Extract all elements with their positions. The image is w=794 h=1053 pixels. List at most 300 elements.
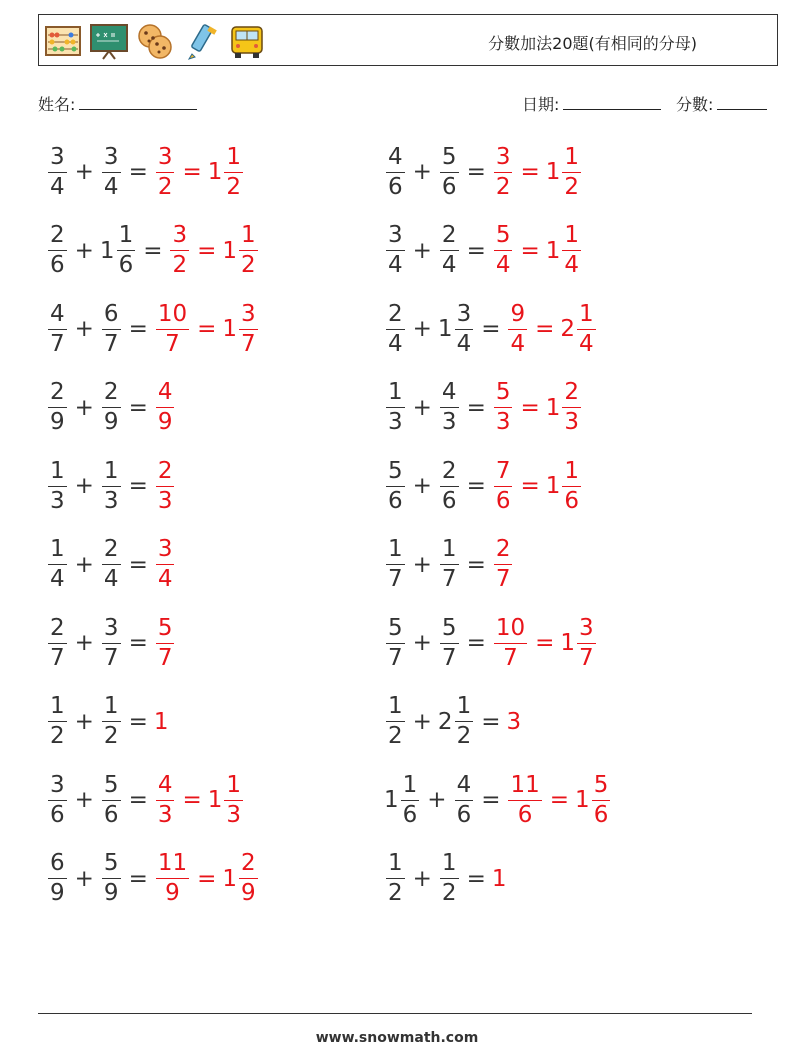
- answer-mixed-denominator: 4: [564, 252, 580, 278]
- addend-b-denominator: 3: [103, 487, 119, 514]
- addend-a-numerator: 1: [386, 695, 405, 722]
- addend-b-denominator: 4: [103, 173, 119, 200]
- addend-b-numerator: 4: [440, 381, 459, 408]
- answer: [166, 224, 261, 277]
- answer-mixed-fraction: [239, 852, 258, 905]
- addend-b-denominator: 4: [103, 566, 119, 592]
- answer: [152, 457, 179, 514]
- answer-mixed-whole: 1: [207, 159, 223, 185]
- equals-sign: =: [128, 865, 148, 892]
- addend-b-fraction: [455, 300, 474, 357]
- addend-b-fraction: [102, 771, 121, 828]
- plus-sign: +: [74, 787, 94, 813]
- answer-mixed-whole: 1: [560, 630, 576, 656]
- addend-b-denominator: 6: [441, 487, 457, 514]
- problem-item: [382, 142, 585, 202]
- answer-denominator: 4: [510, 330, 526, 357]
- addend-b-denominator: 6: [118, 252, 134, 278]
- addend-b-numerator: 6: [102, 303, 121, 330]
- addend-b-numerator: 2: [102, 538, 121, 565]
- addend-a-denominator: 9: [50, 880, 65, 906]
- answer-mixed-denominator: 7: [241, 330, 256, 357]
- answer-denominator: 2: [157, 173, 173, 200]
- addend-a-fraction: [386, 852, 405, 905]
- answer: [504, 709, 523, 735]
- answer-denominator: 3: [157, 801, 173, 828]
- addend-a-fraction: [386, 381, 405, 434]
- addend-a-fraction: [48, 381, 67, 434]
- equals-sign: =: [481, 708, 501, 735]
- addend-b-denominator: 7: [103, 330, 119, 357]
- addend-b-numerator: 5: [440, 146, 459, 173]
- addend-a-fraction: [386, 538, 405, 591]
- addend-a-fraction: [386, 457, 405, 514]
- answer-numerator: 9: [508, 303, 527, 330]
- addend-a-fraction: [48, 852, 67, 905]
- problem-item: [44, 535, 178, 595]
- worksheet-title: 分數加法20題(有相同的分母): [488, 34, 697, 53]
- score-blank[interactable]: [717, 95, 767, 110]
- addend-a-denominator: 6: [388, 173, 403, 200]
- addend-b-fraction: [102, 614, 121, 671]
- answer-mixed-fraction: [224, 771, 243, 828]
- addend-b-denominator: 3: [441, 409, 457, 435]
- answer-equals-sign: =: [520, 394, 540, 421]
- answer: [490, 614, 600, 671]
- addend-b-fraction: [102, 143, 121, 200]
- answer-mixed-numerator: 5: [592, 774, 611, 801]
- addend-a-denominator: 4: [50, 173, 65, 200]
- answer-mixed-numerator: 1: [562, 460, 581, 487]
- addend-a-denominator: 6: [388, 487, 403, 514]
- addend-b-fraction: [440, 614, 459, 671]
- answer-mixed-numerator: 1: [239, 224, 258, 251]
- addend-a-numerator: 1: [386, 381, 405, 408]
- equals-sign: =: [481, 787, 501, 813]
- answer-mixed-whole: 1: [222, 237, 238, 264]
- answer-fraction: [494, 614, 527, 671]
- addend-b-fraction: [102, 538, 121, 591]
- addend-b-denominator: 2: [103, 723, 119, 749]
- plus-sign: +: [412, 394, 432, 421]
- answer-equals-sign: =: [197, 865, 217, 892]
- addend-a-fraction: [48, 143, 67, 200]
- addend-b-numerator: 5: [440, 617, 459, 644]
- answer-mixed-whole: 1: [575, 787, 590, 813]
- header-icons: [43, 21, 267, 61]
- addend-b-fraction: [455, 771, 474, 828]
- addend-a-denominator: 4: [388, 252, 403, 278]
- answer-numerator: 11: [156, 852, 189, 879]
- addend-a-denominator: 2: [388, 723, 403, 749]
- problem-item: [44, 692, 170, 752]
- plus-sign: +: [74, 394, 94, 421]
- answer: [490, 866, 509, 892]
- addend-b-fraction: [440, 224, 459, 277]
- answer-numerator: 3: [170, 224, 189, 251]
- addend-b-denominator: 6: [456, 801, 472, 828]
- answer-mixed-numerator: 3: [239, 303, 258, 330]
- answer: [152, 709, 171, 735]
- equals-sign: =: [466, 865, 486, 892]
- equals-sign: =: [128, 787, 148, 813]
- plus-sign: +: [412, 708, 432, 735]
- answer-mixed-whole: 1: [545, 159, 561, 185]
- equals-sign: =: [128, 473, 148, 499]
- addend-a-numerator: 3: [48, 146, 67, 173]
- addend-a-denominator: 7: [50, 330, 65, 357]
- answer-mixed-whole: 2: [560, 316, 576, 342]
- answer-fraction: [494, 224, 513, 277]
- addend-a-fraction: [48, 224, 67, 277]
- addend-b-numerator: 3: [102, 617, 121, 644]
- addend-b-fraction: [102, 381, 121, 434]
- addend-a-numerator: 2: [386, 303, 405, 330]
- answer-mixed-whole: 1: [207, 787, 223, 813]
- answer-denominator: 2: [495, 173, 511, 200]
- answer-mixed-fraction: [562, 457, 581, 514]
- answer-mixed-fraction: [562, 224, 581, 277]
- answer: [490, 224, 585, 277]
- addend-b-fraction: [102, 300, 121, 357]
- answer-equals-sign: =: [182, 787, 202, 813]
- answer-numerator: 2: [494, 538, 513, 565]
- addend-a-fraction: [386, 224, 405, 277]
- addend-a-numerator: 4: [48, 303, 67, 330]
- answer-equals-sign: =: [182, 159, 202, 185]
- problem-item: [382, 299, 600, 359]
- answer-mixed-denominator: 6: [593, 801, 609, 828]
- addend-a-denominator: 2: [50, 723, 65, 749]
- addend-a-denominator: 7: [388, 566, 403, 592]
- addend-a-denominator: 9: [50, 409, 65, 435]
- answer: [152, 300, 262, 357]
- addend-b-numerator: 4: [455, 774, 474, 801]
- answer-numerator: 3: [156, 146, 175, 173]
- answer: [152, 143, 247, 200]
- answer-mixed-denominator: 3: [226, 801, 242, 828]
- answer: [152, 538, 179, 591]
- equals-sign: =: [128, 551, 148, 578]
- addend-b-fraction: [117, 224, 136, 277]
- addend-a-numerator: 1: [386, 852, 405, 879]
- addend-a-numerator: 1: [386, 538, 405, 565]
- answer: [152, 771, 247, 828]
- answer-denominator: 6: [517, 801, 533, 828]
- addend-a-numerator: 3: [386, 224, 405, 251]
- addend-a-numerator: 4: [386, 146, 405, 173]
- addend-a-numerator: 5: [386, 460, 405, 487]
- abacus-icon: [43, 21, 83, 61]
- addend-a-denominator: 6: [402, 801, 418, 828]
- addend-b-numerator: 1: [117, 224, 136, 251]
- addend-b-fraction: [455, 695, 474, 748]
- plus-sign: +: [412, 237, 432, 264]
- answer-numerator: 5: [156, 617, 175, 644]
- problem-item: [44, 770, 247, 830]
- equals-sign: =: [128, 394, 148, 421]
- addend-a-denominator: 3: [388, 409, 403, 435]
- school-bus-icon: [227, 21, 267, 61]
- addend-b-denominator: 4: [456, 330, 472, 357]
- addend-a-denominator: 3: [50, 487, 65, 514]
- addend-a-numerator: 3: [48, 774, 67, 801]
- addend-a-numerator: 5: [386, 617, 405, 644]
- addend-b-numerator: 1: [102, 460, 121, 487]
- answer-numerator: 10: [494, 617, 527, 644]
- addend-b-fraction: [102, 852, 121, 905]
- addend-a-numerator: 2: [48, 617, 67, 644]
- chalkboard-icon: [89, 21, 129, 61]
- answer-mixed-whole: 1: [222, 316, 238, 342]
- problem-item: [382, 456, 585, 516]
- answer-fraction: [494, 538, 513, 591]
- answer-equals-sign: =: [197, 316, 217, 342]
- answer: [504, 300, 599, 357]
- answer-numerator: 7: [494, 460, 513, 487]
- addend-a-denominator: 7: [388, 644, 403, 671]
- answer-mixed-denominator: 4: [579, 330, 594, 357]
- addend-b-fraction: [102, 695, 121, 748]
- addend-a-numerator: 2: [48, 224, 67, 251]
- answer-fraction: [508, 300, 527, 357]
- answer-numerator: 3: [156, 538, 175, 565]
- addend-b-fraction: [440, 852, 459, 905]
- addend-b-fraction: [102, 457, 121, 514]
- answer-fraction: [156, 381, 175, 434]
- answer-mixed-whole: 1: [545, 394, 561, 421]
- answer-fraction: [494, 381, 513, 434]
- answer-equals-sign: =: [197, 237, 217, 264]
- equals-sign: =: [466, 630, 486, 656]
- answer-mixed-numerator: 1: [224, 146, 243, 173]
- problem-item: [382, 221, 585, 281]
- equals-sign: =: [466, 237, 486, 264]
- name-blank[interactable]: [79, 95, 197, 110]
- addend-a-whole: 1: [384, 787, 399, 813]
- addend-b-denominator: 9: [103, 409, 119, 435]
- answer-fraction: [494, 457, 513, 514]
- addend-b-numerator: 2: [440, 224, 459, 251]
- cookies-icon: [135, 21, 175, 61]
- date-blank[interactable]: [563, 95, 661, 110]
- answer-denominator: 9: [165, 880, 180, 906]
- answer-fraction: [156, 614, 175, 671]
- problem-item: [44, 849, 262, 909]
- addend-b-fraction: [440, 143, 459, 200]
- header-box: [38, 14, 778, 66]
- answer-numerator: 4: [156, 774, 175, 801]
- problem-item: [382, 770, 614, 830]
- answer-denominator: 4: [157, 566, 173, 592]
- answer-mixed-fraction: [224, 143, 243, 200]
- answer-fraction: [494, 143, 513, 200]
- answer-mixed-denominator: 2: [564, 173, 580, 200]
- addend-b-numerator: 3: [102, 146, 121, 173]
- answer-denominator: 7: [165, 330, 180, 357]
- answer: [490, 457, 585, 514]
- answer-mixed-numerator: 1: [562, 146, 581, 173]
- addend-a-fraction: [48, 614, 67, 671]
- addend-b-whole: 1: [437, 316, 453, 342]
- answer-mixed-whole: 1: [222, 865, 238, 892]
- answer-mixed-numerator: 3: [577, 617, 596, 644]
- answer: [152, 852, 262, 905]
- addend-b-whole: 1: [99, 237, 115, 264]
- answer-integer: 1: [491, 865, 507, 892]
- addend-a-fraction: [48, 300, 67, 357]
- addend-b-numerator: 2: [440, 460, 459, 487]
- answer-mixed-numerator: 2: [562, 381, 581, 408]
- addend-a-numerator: 2: [48, 381, 67, 408]
- answer-mixed-denominator: 3: [564, 409, 580, 435]
- answer-fraction: [508, 771, 541, 828]
- addend-a-fraction: [386, 695, 405, 748]
- addend-b-whole: 2: [437, 708, 453, 735]
- crayon-icon: [181, 21, 221, 61]
- answer-fraction: [156, 771, 175, 828]
- answer-mixed-denominator: 9: [241, 880, 256, 906]
- addend-a-fraction: [48, 771, 67, 828]
- addend-a-denominator: 6: [50, 801, 65, 828]
- problem-item: [382, 613, 600, 673]
- answer-numerator: 10: [156, 303, 189, 330]
- problem-item: [44, 299, 262, 359]
- answer-mixed-numerator: 1: [577, 303, 596, 330]
- addend-b-numerator: 5: [102, 774, 121, 801]
- answer-numerator: 11: [508, 774, 541, 801]
- plus-sign: +: [412, 316, 432, 342]
- addend-a-fraction: [386, 143, 405, 200]
- problem-item: [382, 692, 523, 752]
- answer-mixed-fraction: [239, 224, 258, 277]
- addend-a-denominator: 4: [50, 566, 65, 592]
- addend-b-fraction: [440, 538, 459, 591]
- addend-b-denominator: 9: [103, 880, 119, 906]
- answer: [152, 614, 179, 671]
- plus-sign: +: [74, 473, 94, 499]
- addend-b-fraction: [440, 381, 459, 434]
- plus-sign: +: [74, 708, 94, 735]
- addend-b-numerator: 5: [102, 852, 121, 879]
- answer-integer: 1: [153, 708, 169, 735]
- date-field: [522, 92, 661, 115]
- answer-numerator: 4: [156, 381, 175, 408]
- equals-sign: =: [466, 473, 486, 499]
- date-label: 日期:: [522, 95, 560, 114]
- equals-sign: =: [466, 159, 486, 185]
- name-label: 姓名:: [38, 95, 76, 114]
- equals-sign: =: [466, 551, 486, 578]
- addend-b-denominator: 2: [456, 723, 472, 749]
- score-label: 分數:: [676, 95, 714, 114]
- answer-mixed-fraction: [239, 300, 258, 357]
- answer-denominator: 3: [157, 487, 173, 514]
- addend-b-denominator: 4: [441, 252, 457, 278]
- answer-denominator: 9: [157, 409, 173, 435]
- addend-b-fraction: [440, 457, 459, 514]
- addend-a-numerator: 1: [48, 695, 67, 722]
- answer-mixed-numerator: 2: [239, 852, 258, 879]
- plus-sign: +: [74, 630, 94, 656]
- answer-denominator: 7: [157, 644, 173, 671]
- answer-mixed-fraction: [577, 300, 596, 357]
- equals-sign: =: [128, 159, 148, 185]
- equals-sign: =: [128, 708, 148, 735]
- problem-item: [44, 456, 178, 516]
- addend-b-numerator: 1: [455, 695, 474, 722]
- answer: [504, 771, 614, 828]
- problem-item: [382, 378, 585, 438]
- addend-b-numerator: 1: [440, 538, 459, 565]
- answer-denominator: 3: [495, 409, 511, 435]
- addend-a-fraction: [48, 538, 67, 591]
- answer-numerator: 2: [156, 460, 175, 487]
- footer-url: www.snowmath.com: [315, 1030, 479, 1046]
- addend-a-numerator: 1: [401, 774, 420, 801]
- problem-item: [382, 535, 516, 595]
- addend-a-denominator: 4: [388, 330, 403, 357]
- answer-equals-sign: =: [535, 316, 555, 342]
- answer-numerator: 3: [494, 146, 513, 173]
- answer: [490, 538, 517, 591]
- addend-b-numerator: 1: [440, 852, 459, 879]
- addend-b-denominator: 7: [103, 644, 119, 671]
- plus-sign: +: [74, 159, 94, 185]
- name-field: [38, 92, 197, 115]
- problem-item: [382, 849, 508, 909]
- answer-equals-sign: =: [535, 630, 555, 656]
- problem-item: [44, 613, 178, 673]
- addend-a-fraction: [386, 300, 405, 357]
- answer-denominator: 4: [495, 252, 511, 278]
- answer-mixed-whole: 1: [545, 237, 561, 264]
- answer-fraction: [170, 224, 189, 277]
- plus-sign: +: [74, 316, 94, 342]
- addend-a-numerator: 1: [48, 538, 67, 565]
- answer-mixed-denominator: 6: [564, 487, 580, 514]
- answer-equals-sign: =: [520, 159, 540, 185]
- plus-sign: +: [412, 159, 432, 185]
- answer-mixed-denominator: 2: [226, 173, 242, 200]
- answer: [490, 143, 585, 200]
- addend-a-fraction: [48, 695, 67, 748]
- answer-fraction: [156, 538, 175, 591]
- addend-b-numerator: 1: [102, 695, 121, 722]
- addend-b-denominator: 7: [441, 644, 457, 671]
- answer-mixed-fraction: [562, 143, 581, 200]
- equals-sign: =: [128, 316, 148, 342]
- answer-equals-sign: =: [520, 237, 540, 264]
- plus-sign: +: [412, 865, 432, 892]
- answer-fraction: [156, 852, 189, 905]
- answer-mixed-fraction: [577, 614, 596, 671]
- answer-equals-sign: =: [520, 473, 540, 499]
- answer-mixed-whole: 1: [545, 473, 561, 499]
- answer-denominator: 7: [495, 566, 511, 592]
- addend-b-denominator: 7: [441, 566, 457, 592]
- answer-mixed-numerator: 1: [224, 774, 243, 801]
- answer-integer: 3: [506, 708, 522, 735]
- answer: [152, 381, 179, 434]
- plus-sign: +: [412, 551, 432, 578]
- addend-a-fraction: [386, 614, 405, 671]
- footer-divider: [38, 1013, 752, 1014]
- answer-mixed-fraction: [592, 771, 611, 828]
- addend-b-numerator: 3: [455, 303, 474, 330]
- addend-a-denominator: 7: [50, 644, 65, 671]
- answer-mixed-numerator: 1: [562, 224, 581, 251]
